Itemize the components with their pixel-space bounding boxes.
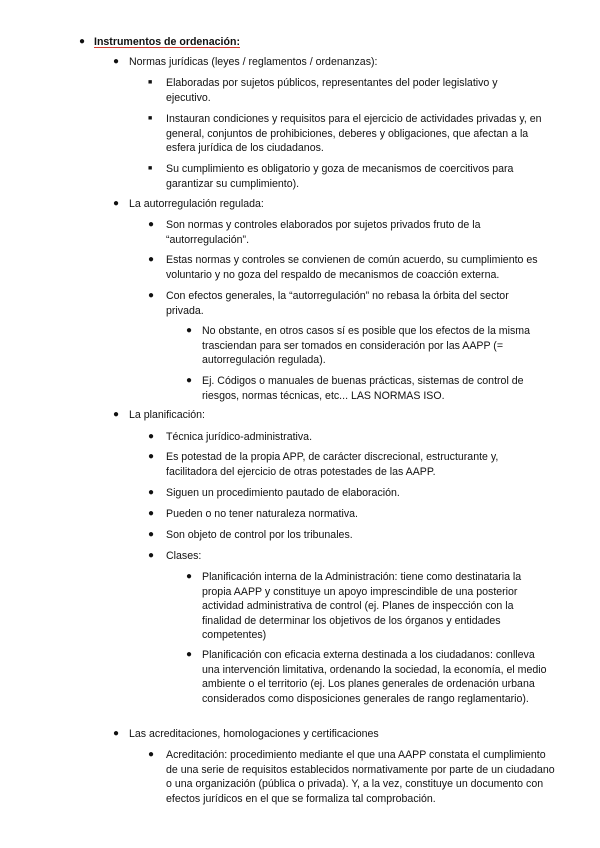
square-bullet-icon: ■ [148, 79, 153, 86]
list-item [148, 218, 536, 247]
section-label: Las acreditaciones, homologaciones y certificaciones [129, 728, 379, 740]
bullet-icon: ● [148, 550, 155, 561]
item-text: Pueden o no tener naturaleza normativa. [166, 508, 358, 520]
bullet-icon: ● [113, 198, 120, 209]
bullet-icon: ● [148, 219, 155, 230]
item-text: No obstante, en otros casos sí es posible que los efectos de la misma trasciendan para ser tomados en consideración por las AAPP (= autorregulación regulada). [202, 325, 530, 367]
item-text: Siguen un procedimiento pautado de elaboración. [166, 487, 400, 499]
list-item [148, 450, 526, 479]
item-text: Elaboradas por sujetos públicos, representantes del poder legislativo y ejecutivo. [166, 77, 498, 104]
square-bullet-icon: ■ [148, 165, 153, 172]
section-heading: Instrumentos de ordenación: [94, 36, 240, 48]
bullet-icon: ● [148, 431, 155, 442]
list-item [148, 289, 546, 318]
list-item [79, 35, 574, 50]
item-text: Son normas y controles elaborados por sujetos privados fruto de la “autorregulación”. [166, 219, 481, 246]
item-text: Son objeto de control por los tribunales. [166, 529, 353, 541]
bullet-icon: ● [186, 571, 193, 582]
list-item [113, 197, 569, 212]
list-item [113, 55, 569, 70]
bullet-icon: ● [148, 508, 155, 519]
list-item [148, 507, 546, 522]
item-text: Ej. Códigos o manuales de buenas prácticas, sistemas de control de riesgos, normas técnicas, etc... LAS NORMAS ISO. [202, 375, 524, 402]
list-item [148, 748, 556, 806]
list-item [148, 253, 561, 282]
bullet-icon: ● [148, 487, 155, 498]
section-label: Normas jurídicas (leyes / reglamentos / ordenanzas): [129, 56, 378, 68]
item-text: Acreditación: procedimiento mediante el que una AAPP constata el cumplimiento de una serie de requisitos establecidos normativamente por parte de un ciudadano o una organización (pública o privada). Y, a la vez, constituye un documento con efectos jurídicos en el que se formaliza tal comprobación. [166, 749, 555, 805]
item-text: Es potestad de la propia APP, de carácter discrecional, estructurante y, facilitadora del ejercicio de otras potestades de las AAPP. [166, 451, 499, 478]
bullet-icon: ● [186, 375, 193, 386]
item-text: Con efectos generales, la “autorregulación” no rebasa la órbita del sector privada. [166, 290, 509, 317]
item-text: Estas normas y controles se convienen de común acuerdo, su cumplimiento es voluntario y no goza del respaldo de mecanismos de coacción externa. [166, 254, 538, 281]
list-item [148, 528, 546, 543]
item-text: Planificación interna de la Administración: tiene como destinataria la propia AAPP y constituye un apoyo imprescindible de una posterior actividad administrativa de control (ej. Planes de inspección con la finalidad de determinar los objetivos de los órganos y entidades competentes) [202, 571, 522, 642]
item-text: Clases: [166, 550, 202, 562]
section-label: La autorregulación regulada: [129, 198, 264, 210]
bullet-icon: ● [113, 56, 120, 67]
list-item [148, 486, 546, 501]
list-item [148, 549, 546, 564]
bullet-icon: ● [148, 529, 155, 540]
bullet-icon: ● [148, 290, 155, 301]
bullet-icon: ● [113, 409, 120, 420]
square-bullet-icon: ■ [148, 115, 153, 122]
list-item [113, 408, 569, 423]
bullet-icon: ● [148, 749, 155, 760]
list-item [186, 648, 552, 706]
item-text: Su cumplimiento es obligatorio y goza de mecanismos de coercitivos para garantizar su cumplimiento). [166, 163, 514, 190]
list-item [148, 112, 551, 156]
item-text: Planificación con eficacia externa destinada a los ciudadanos: conlleva una intervención limitativa, ordenando la sociedad, la economía, el medio ambiente o el territorio (ej. Los planes generales de ordenación urbana considerados como disposiciones generales de rango reglamentario). [202, 649, 547, 705]
bullet-icon: ● [186, 649, 193, 660]
bullet-icon: ● [148, 254, 155, 265]
bullet-icon: ● [186, 325, 193, 336]
item-text: Instauran condiciones y requisitos para el ejercicio de actividades privadas y, en general, conjuntos de prohibiciones, deberes y obligaciones, que afectan a la esfera jurídica de los ciudadanos. [166, 113, 542, 155]
list-item [148, 76, 536, 105]
bullet-icon: ● [148, 451, 155, 462]
list-item [113, 727, 569, 742]
section-label: La planificación: [129, 409, 205, 421]
list-item [186, 324, 552, 368]
list-item [148, 162, 541, 191]
bullet-icon: ● [79, 36, 86, 47]
list-item [148, 430, 546, 445]
bullet-icon: ● [113, 728, 120, 739]
list-item [186, 374, 552, 403]
item-text: Técnica jurídico-administrativa. [166, 431, 313, 443]
list-item [186, 570, 547, 643]
